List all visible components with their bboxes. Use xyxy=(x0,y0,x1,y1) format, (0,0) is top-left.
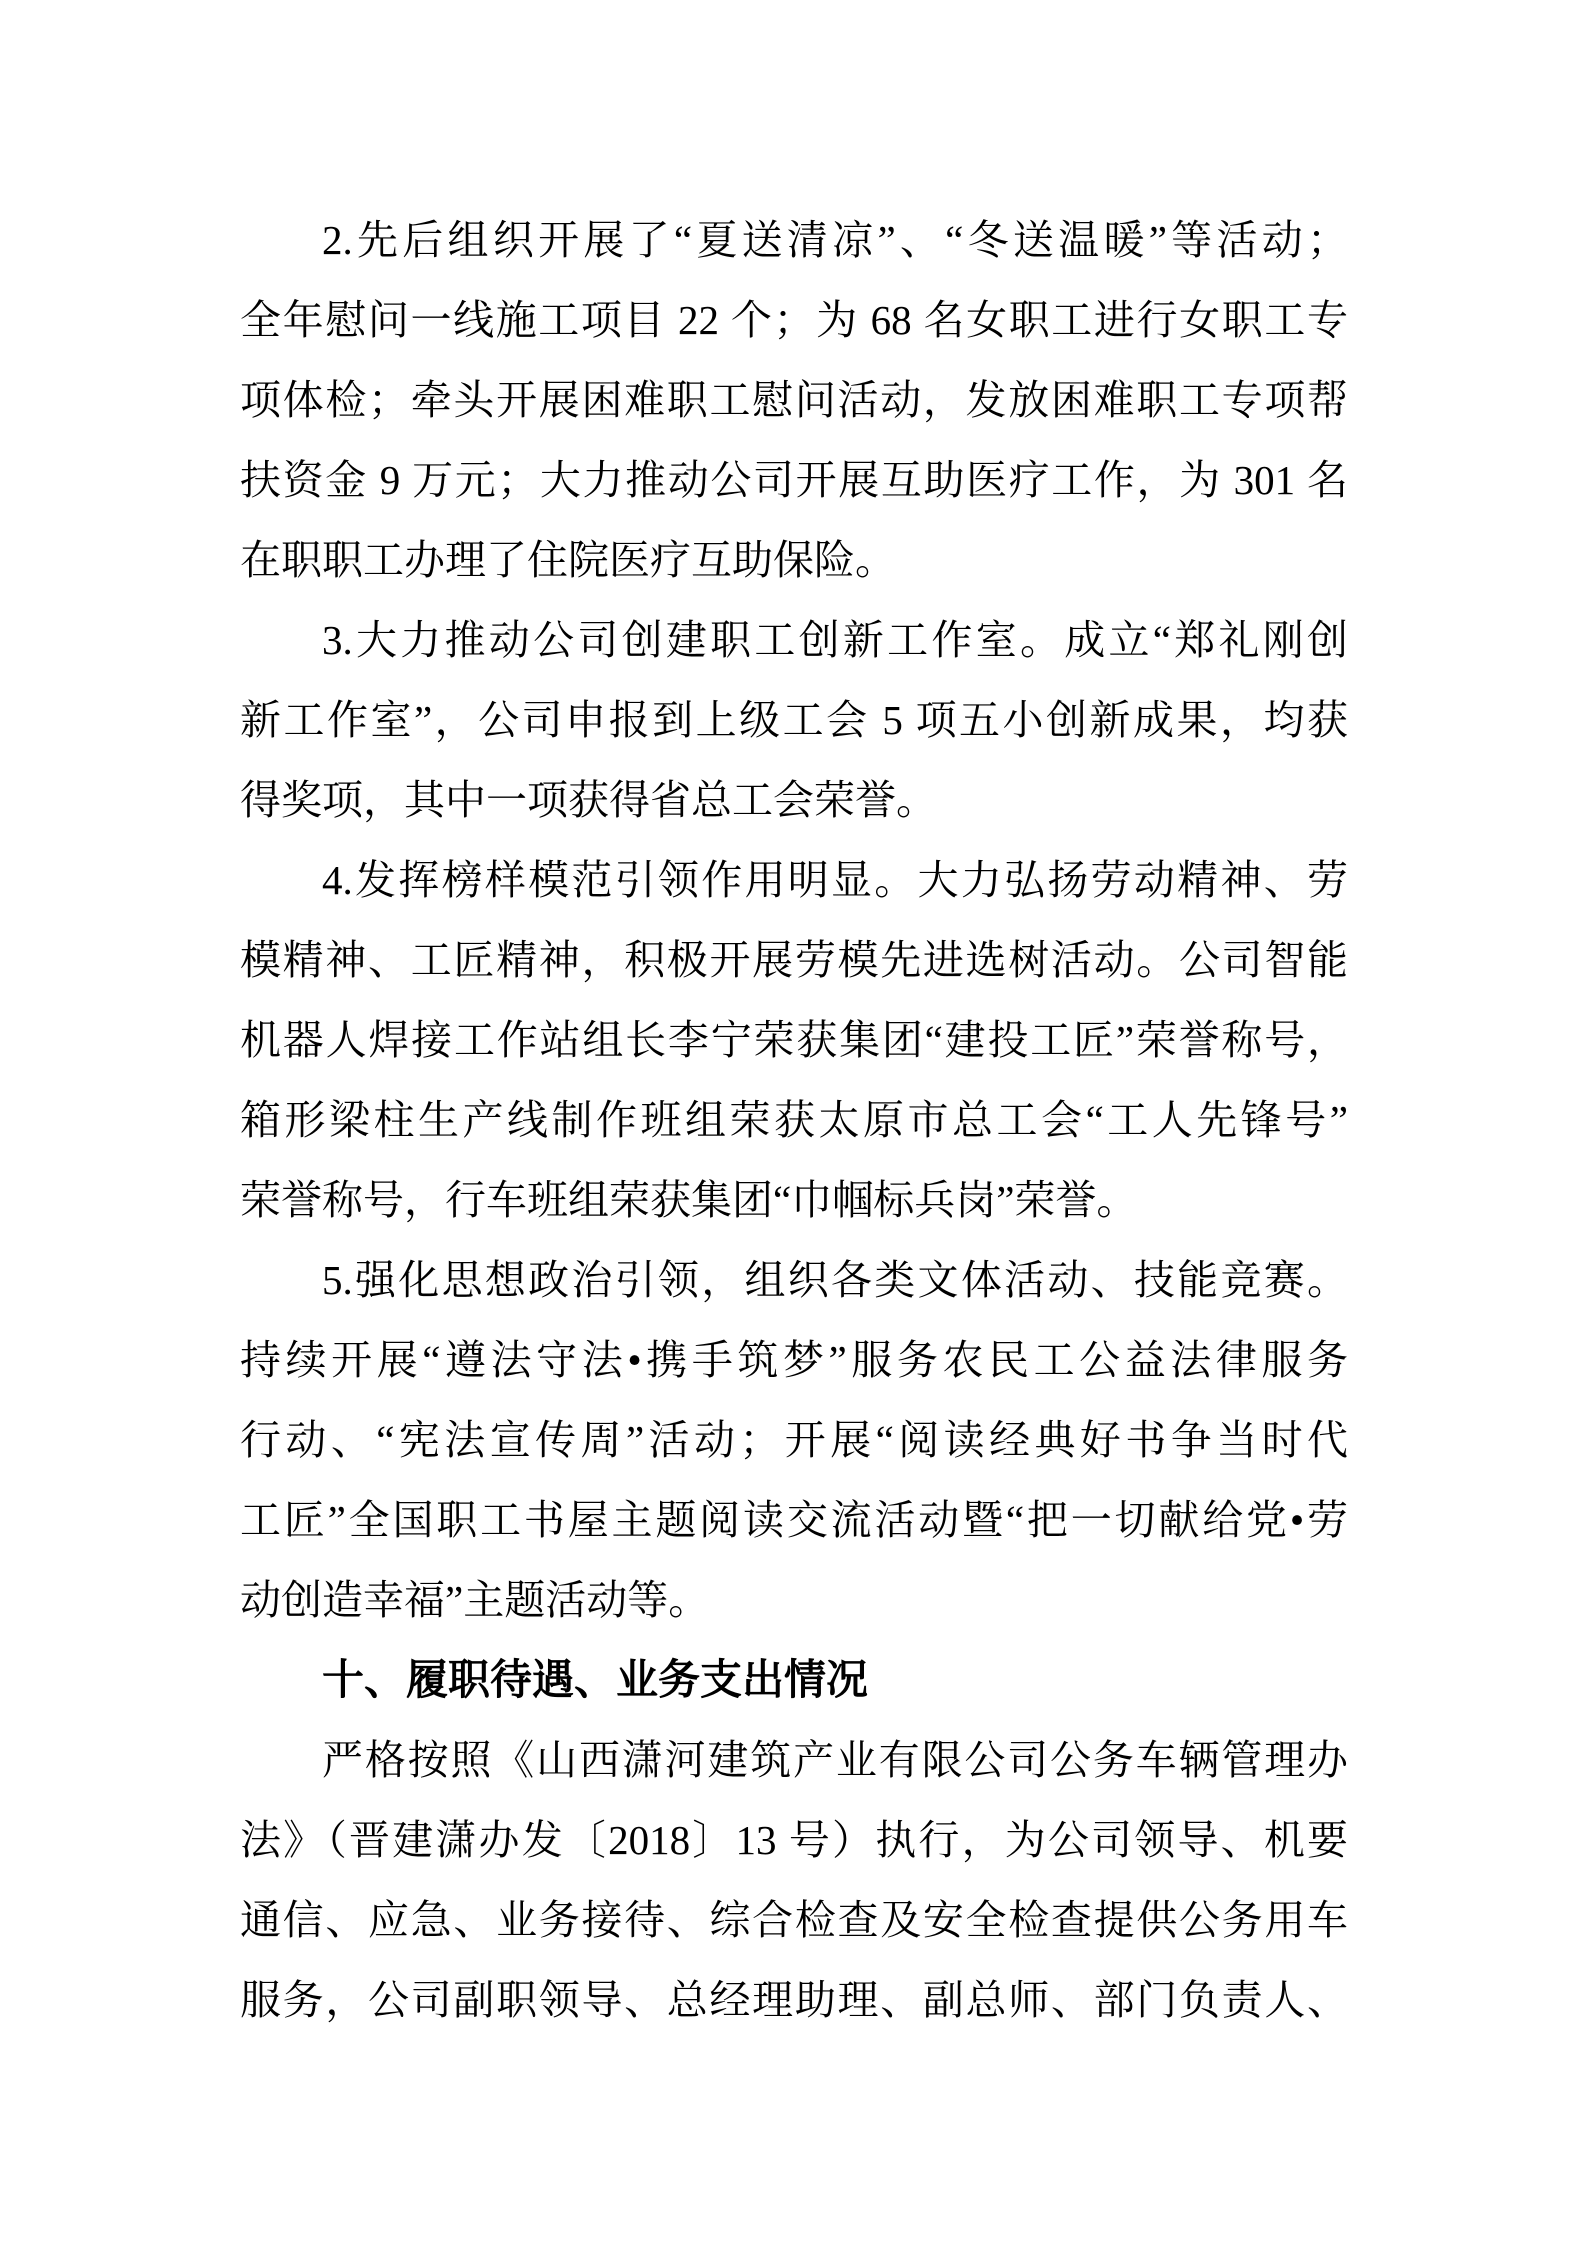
text-block xyxy=(240,200,1348,2040)
text-line: 项体检；牵头开展困难职工慰问活动，发放困难职工专项帮 xyxy=(240,377,1348,423)
text-line: 服务，公司副职领导、总经理助理、副总师、部门负责人、 xyxy=(240,1977,1348,2023)
text-line: 严格按照《山西潇河建筑产业有限公司公务车辆管理办 xyxy=(322,1737,1348,1783)
text-line: 荣誉称号，行车班组荣获集团“巾帼标兵岗”荣誉。 xyxy=(240,1177,1138,1223)
text-line: 通信、应急、业务接待、综合检查及安全检查提供公务用车 xyxy=(240,1897,1348,1943)
text-line: 得奖项，其中一项获得省总工会荣誉。 xyxy=(240,777,937,823)
text-line: 工匠”全国职工书屋主题阅读交流活动暨“把一切献给党•劳 xyxy=(240,1497,1348,1543)
text-line: 在职职工办理了住院医疗互助保险。 xyxy=(240,537,896,583)
text-line: 3.大力推动公司创建职工创新工作室。成立“郑礼刚创 xyxy=(322,617,1348,663)
text-line: 5.强化思想政治引领，组织各类文体活动、技能竞赛。 xyxy=(322,1257,1348,1303)
text-line: 2.先后组织开展了“夏送清凉”、“冬送温暖”等活动； xyxy=(322,217,1348,263)
text-line: 法》（晋建潇办发〔2018〕13 号）执行，为公司领导、机要 xyxy=(240,1817,1348,1863)
text-line: 新工作室”，公司申报到上级工会 5 项五小创新成果，均获 xyxy=(240,697,1348,743)
text-line: 4.发挥榜样模范引领作用明显。大力弘扬劳动精神、劳 xyxy=(322,857,1348,903)
text-line: 行动、“宪法宣传周”活动；开展“阅读经典好书争当时代 xyxy=(240,1417,1348,1463)
text-line: 模精神、工匠精神，积极开展劳模先进选树活动。公司智能 xyxy=(240,937,1348,983)
text-line: 机器人焊接工作站组长李宁荣获集团“建投工匠”荣誉称号， xyxy=(240,1017,1348,1063)
text-line: 扶资金 9 万元；大力推动公司开展互助医疗工作，为 301 名 xyxy=(240,457,1348,503)
text-line: 箱形梁柱生产线制作班组荣获太原市总工会“工人先锋号” xyxy=(240,1097,1348,1143)
text-line: 动创造幸福”主题活动等。 xyxy=(240,1577,710,1623)
text-line: 全年慰问一线施工项目 22 个；为 68 名女职工进行女职工专 xyxy=(240,297,1348,343)
section-heading: 十、履职待遇、业务支出情况 xyxy=(322,1656,869,1703)
text-line: 持续开展“遵法守法•携手筑梦”服务农民工公益法律服务 xyxy=(240,1337,1348,1383)
